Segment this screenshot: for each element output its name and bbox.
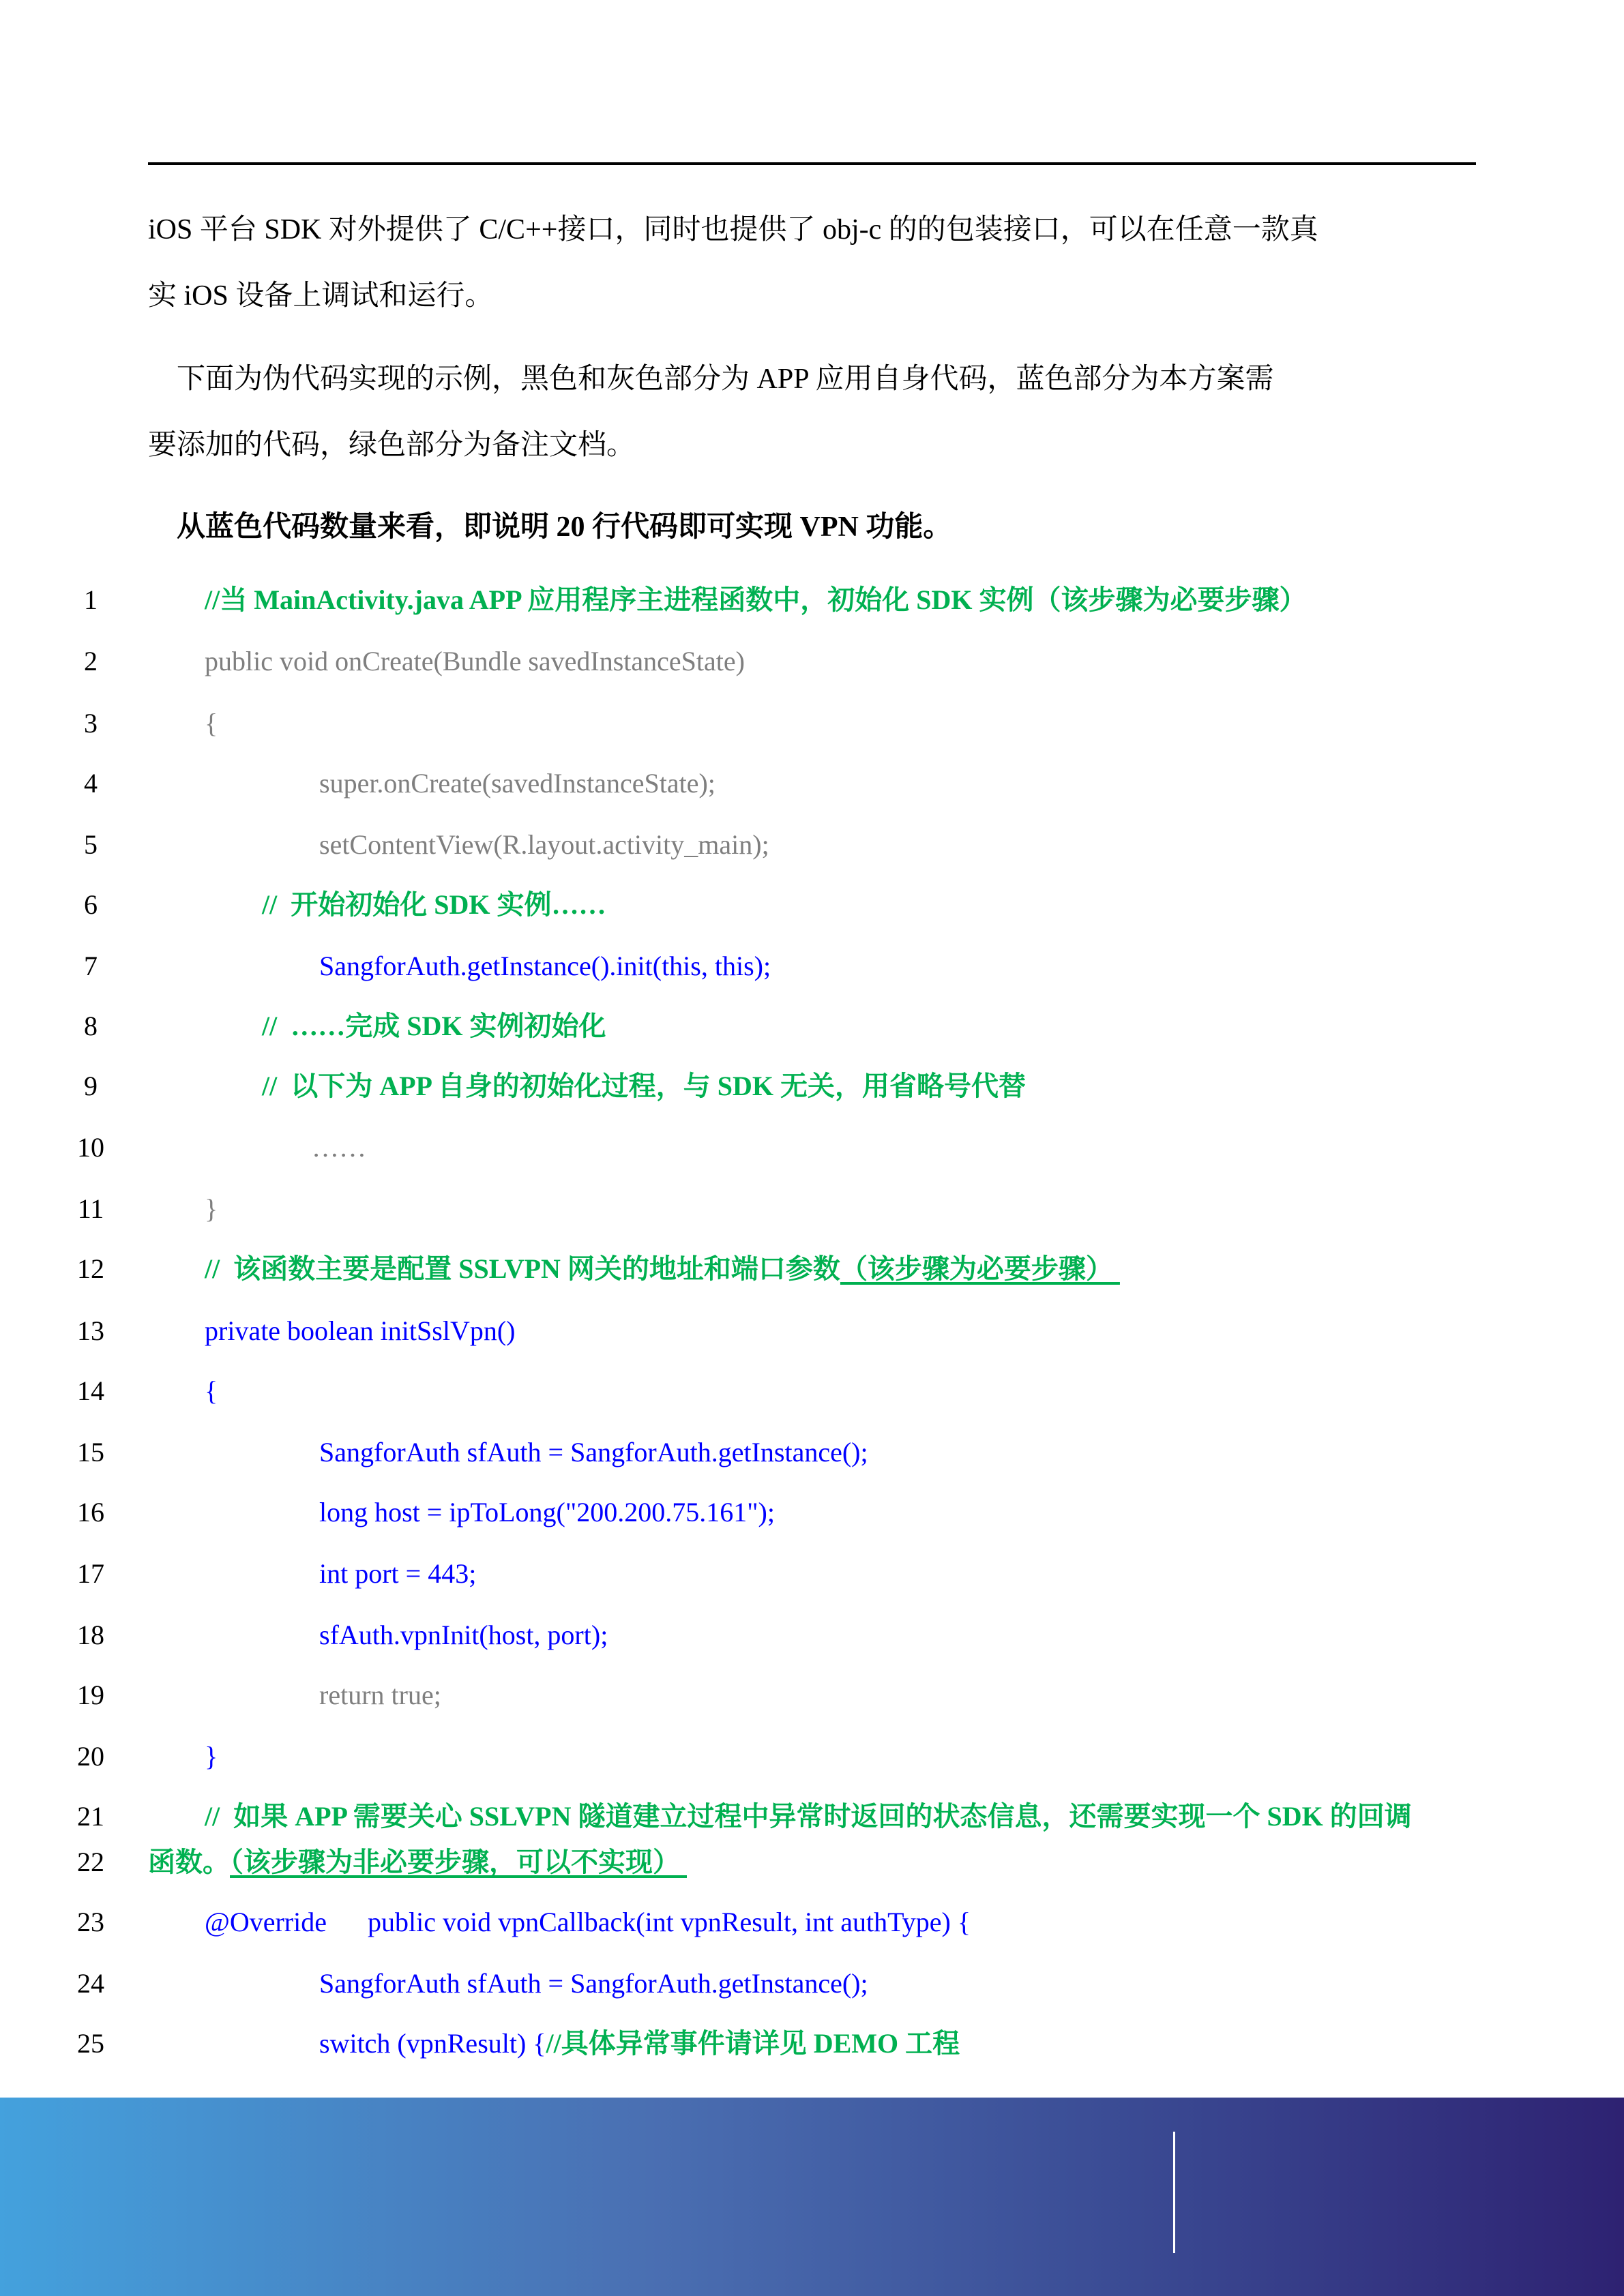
code-line — [319, 1678, 441, 1712]
footer-divider — [1173, 2132, 1175, 2253]
code-comment: //具体异常事件请详见 DEMO 工程 — [546, 2028, 960, 2059]
code-text: } — [205, 1193, 218, 1224]
code-text: SangforAuth sfAuth = SangforAuth.getInstance(); — [319, 1437, 868, 1467]
line-number: 12 — [77, 1253, 104, 1284]
code-comment: //当 MainActivity.java APP 应用程序主进程函数中，初始化 SDK 实例（该步骤为必要步骤） — [205, 584, 1307, 615]
code-line — [205, 1252, 1120, 1286]
paragraph-line: iOS 平台 SDK 对外提供了 C/C++接口，同时也提供了 obj-c 的的包装接口，可以在任意一款真 — [148, 214, 1318, 245]
line-number: 18 — [77, 1620, 104, 1650]
header-rule — [148, 162, 1476, 165]
code-text: super.onCreate(savedInstanceState); — [319, 768, 715, 799]
line-number: 15 — [77, 1437, 104, 1467]
line-number: 19 — [77, 1680, 104, 1710]
code-text: int port = 443; — [319, 1558, 477, 1589]
line-number: 21 — [77, 1801, 104, 1832]
code-line — [319, 949, 771, 983]
code-text: @Override public void vpnCallback(int vpnResult, int authType) { — [205, 1907, 971, 1937]
line-number: 23 — [77, 1907, 104, 1937]
code-comment: // 如果 APP 需要关心 SSLVPN 隧道建立过程中异常时返回的状态信息，还需要实现一个 SDK 的回调 — [205, 1801, 1412, 1832]
line-number: 8 — [84, 1011, 98, 1041]
code-line — [262, 1069, 1026, 1103]
code-line — [319, 1618, 608, 1652]
code-text: { — [205, 708, 218, 739]
code-comment: （该步骤为必要步骤） — [840, 1253, 1120, 1284]
code-line — [205, 1374, 218, 1408]
line-number: 14 — [77, 1375, 104, 1406]
line-number: 6 — [84, 889, 98, 920]
code-line — [319, 1495, 775, 1530]
code-text: SangforAuth sfAuth = SangforAuth.getInstance(); — [319, 1968, 868, 1999]
line-number: 3 — [84, 708, 98, 739]
line-number: 17 — [77, 1558, 104, 1589]
paragraph-line: 要添加的代码，绿色部分为备注文档。 — [148, 430, 636, 461]
code-text: } — [205, 1741, 218, 1772]
line-number: 9 — [84, 1071, 98, 1101]
line-number: 7 — [84, 951, 98, 981]
line-number: 22 — [77, 1847, 104, 1877]
line-number: 16 — [77, 1497, 104, 1527]
code-line — [205, 644, 745, 679]
paragraph-line: 从蓝色代码数量来看，即说明 20 行代码即可实现 VPN 功能。 — [148, 511, 952, 543]
code-comment: // 开始初始化 SDK 实例…… — [262, 889, 606, 920]
code-line — [319, 828, 769, 862]
code-comment: // 以下为 APP 自身的初始化过程，与 SDK 无关，用省略号代替 — [262, 1071, 1027, 1101]
footer-banner — [0, 2098, 1624, 2296]
code-line — [148, 1845, 687, 1879]
code-line — [205, 583, 1307, 617]
code-text: …… — [312, 1132, 366, 1163]
code-line — [319, 1557, 476, 1591]
paragraph-line: 下面为伪代码实现的示例，黑色和灰色部分为 APP 应用自身代码，蓝色部分为本方案需 — [148, 363, 1274, 395]
code-text: long host = ipToLong("200.200.75.161"); — [319, 1497, 775, 1527]
code-line — [319, 1435, 868, 1470]
line-number: 20 — [77, 1741, 104, 1772]
code-line — [205, 1905, 971, 1939]
code-text: switch (vpnResult) { — [319, 2028, 546, 2059]
line-number: 2 — [84, 646, 98, 676]
code-text: private boolean initSslVpn() — [205, 1315, 516, 1346]
line-number: 5 — [84, 829, 98, 860]
line-number: 10 — [77, 1132, 104, 1163]
line-number: 24 — [77, 1968, 104, 1999]
code-line — [205, 1192, 218, 1226]
line-number: 4 — [84, 768, 98, 799]
code-text: return true; — [319, 1680, 441, 1710]
line-number: 13 — [77, 1315, 104, 1346]
code-comment: // 该函数主要是配置 SSLVPN 网关的地址和端口参数 — [205, 1253, 840, 1284]
code-text: { — [205, 1375, 218, 1406]
paragraph-line: 实 iOS 设备上调试和运行。 — [148, 280, 494, 312]
code-line — [262, 888, 606, 922]
code-text: setContentView(R.layout.activity_main); — [319, 829, 769, 860]
line-number: 1 — [84, 584, 98, 615]
code-comment: // ……完成 SDK 实例初始化 — [262, 1011, 606, 1041]
code-line — [319, 766, 715, 801]
code-line — [205, 1800, 1412, 1834]
code-text: SangforAuth.getInstance().init(this, this); — [319, 951, 771, 981]
code-line — [205, 1740, 218, 1774]
code-comment: （该步骤为非必要步骤，可以不实现） — [230, 1847, 687, 1877]
code-comment: 函数。 — [148, 1847, 230, 1877]
code-text: public void onCreate(Bundle savedInstanceState) — [205, 646, 745, 676]
code-line — [319, 2027, 960, 2061]
code-line — [262, 1009, 606, 1043]
line-number: 11 — [77, 1193, 104, 1224]
code-line — [312, 1131, 366, 1165]
code-text: sfAuth.vpnInit(host, port); — [319, 1620, 608, 1650]
code-line — [319, 1967, 868, 2001]
code-line — [205, 706, 218, 741]
line-number: 25 — [77, 2028, 104, 2059]
code-line — [205, 1314, 515, 1348]
